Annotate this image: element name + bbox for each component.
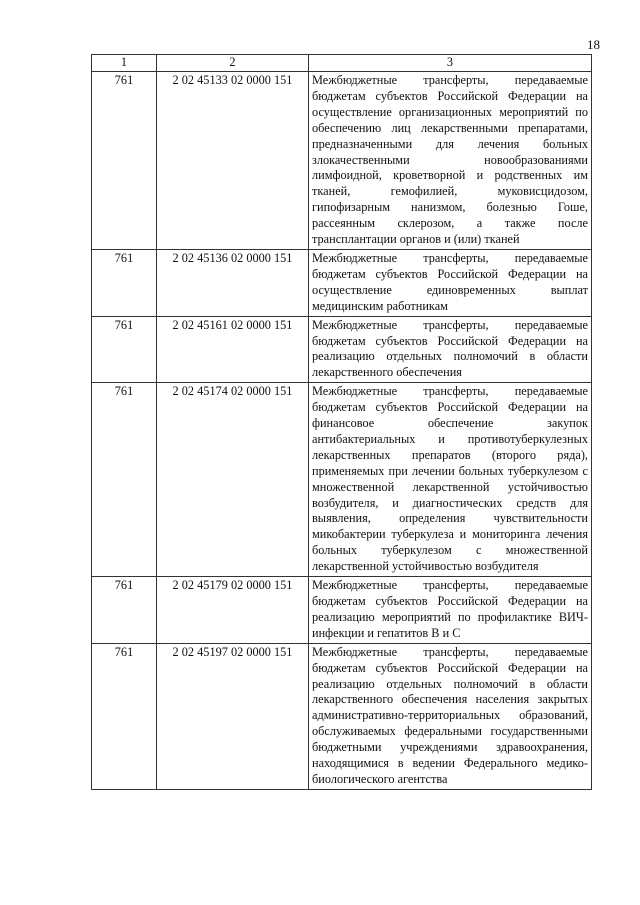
admin-code-cell: 761 xyxy=(92,577,157,644)
table-row xyxy=(92,577,592,644)
budget-code-cell: 2 02 45174 02 0000 151 xyxy=(157,383,309,577)
table-row xyxy=(92,249,592,316)
admin-code-cell: 761 xyxy=(92,249,157,316)
description-cell: Межбюджетные трансферты, передаваемые бюджетам субъектов Российской Федерации на осуществление организационных мероприятий по обеспечению лиц лекарственными препаратами, предназначенными для лечения больных злокачественными новообразованиями лимфоидной, кроветворной и родственных им тканей, гемофилией, муковисцидозом, гипофизарным нанизмом, болезнью Гоше, рассеянным склерозом, а также после трансплантации органов и (или) тканей xyxy=(309,72,592,250)
description-cell: Межбюджетные трансферты, передаваемые бюджетам субъектов Российской Федерации на осуществление единовременных выплат медицинским работникам xyxy=(309,249,592,316)
budget-classification-table xyxy=(91,54,592,790)
column-header-2: 2 xyxy=(157,55,309,72)
description-cell: Межбюджетные трансферты, передаваемые бюджетам субъектов Российской Федерации на реализацию мероприятий по профилактике ВИЧ-инфекции и гепатитов B и C xyxy=(309,577,592,644)
admin-code-cell: 761 xyxy=(92,72,157,250)
budget-code-cell: 2 02 45133 02 0000 151 xyxy=(157,72,309,250)
table-row xyxy=(92,643,592,789)
table-row xyxy=(92,316,592,383)
admin-code-cell: 761 xyxy=(92,643,157,789)
column-header-1: 1 xyxy=(92,55,157,72)
admin-code-cell: 761 xyxy=(92,383,157,577)
description-cell: Межбюджетные трансферты, передаваемые бюджетам субъектов Российской Федерации на финансовое обеспечение закупок антибактериальных и противотуберкулезных лекарственных препаратов (второго ряда), применяемых при лечении больных туберкулезом с множественной лекарственной устойчивостью возбудителя, и диагностических средств для выявления, определения чувствительности микобактерии туберкулеза и мониторинга лечения больных туберкулезом с множественной лекарственной устойчивостью возбудителя xyxy=(309,383,592,577)
budget-code-cell: 2 02 45161 02 0000 151 xyxy=(157,316,309,383)
budget-code-cell: 2 02 45136 02 0000 151 xyxy=(157,249,309,316)
budget-code-cell: 2 02 45197 02 0000 151 xyxy=(157,643,309,789)
column-header-3: 3 xyxy=(309,55,592,72)
page-number: 18 xyxy=(587,37,600,52)
table-header-row xyxy=(92,55,592,72)
description-cell: Межбюджетные трансферты, передаваемые бюджетам субъектов Российской Федерации на реализацию отдельных полномочий в области лекарственного обеспечения xyxy=(309,316,592,383)
table-row xyxy=(92,383,592,577)
description-cell: Межбюджетные трансферты, передаваемые бюджетам субъектов Российской Федерации на реализацию отдельных полномочий в области лекарственного обеспечения населения закрытых административно-территориальных образований, обслуживаемых федеральными государственными бюджетными учреждениями здравоохранения, находящимися в ведении Федерального медико-биологического агентства xyxy=(309,643,592,789)
admin-code-cell: 761 xyxy=(92,316,157,383)
budget-code-cell: 2 02 45179 02 0000 151 xyxy=(157,577,309,644)
table-row xyxy=(92,72,592,250)
